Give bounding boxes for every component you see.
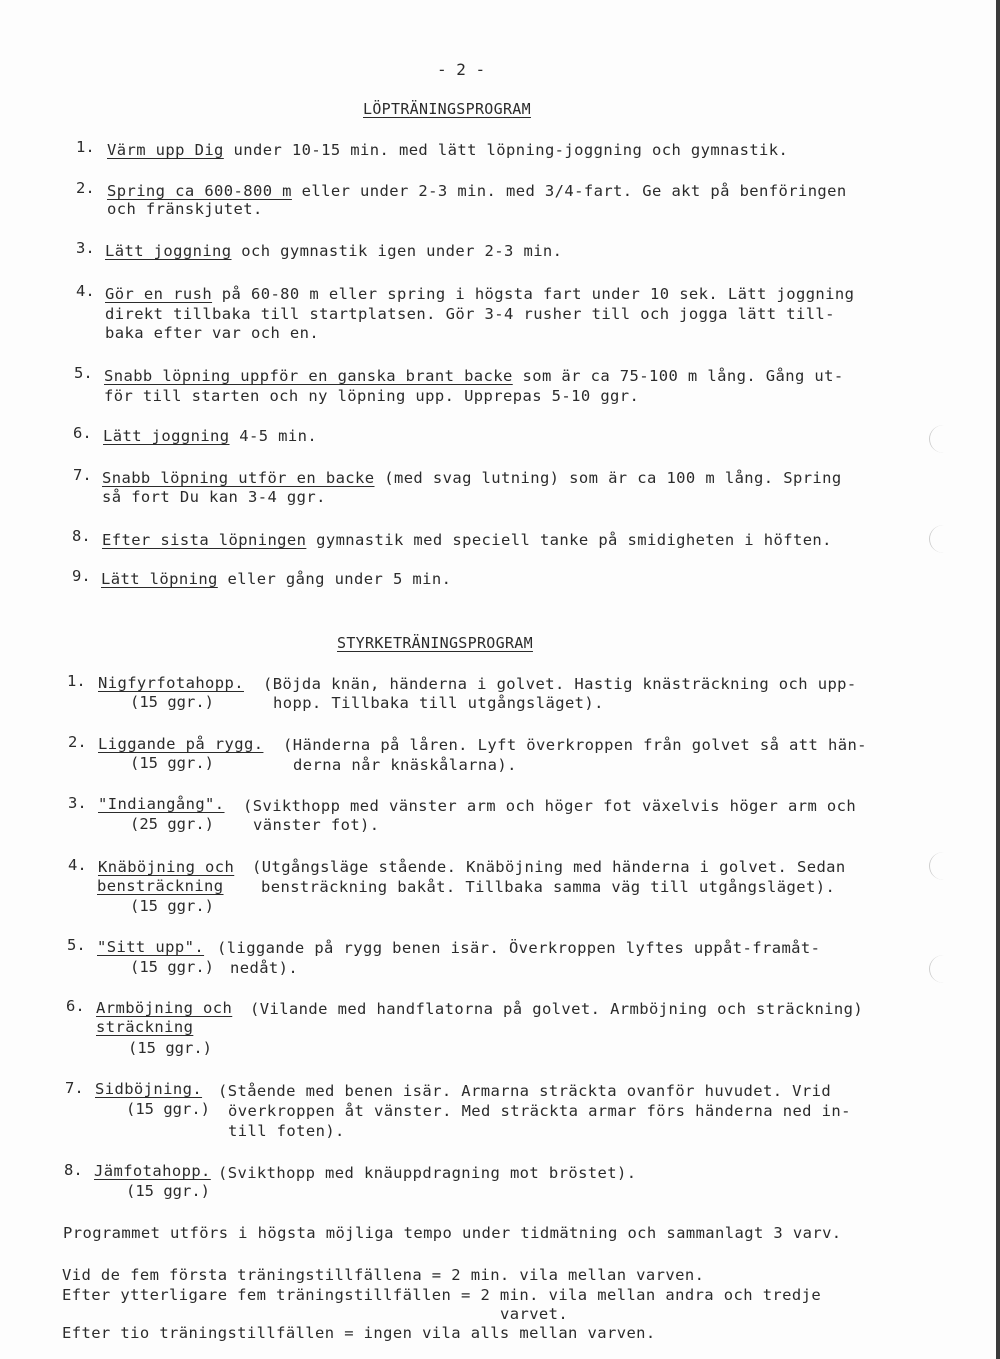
running-item-4-line: direkt tillbaka till startplatsen. Gör 3-4 rusher till och jogga lätt till-	[105, 305, 835, 323]
item-number: 8.	[64, 1161, 83, 1179]
item-number: 1.	[67, 672, 86, 690]
reps-label: (15 ggr.)	[130, 693, 214, 711]
punch-hole	[929, 525, 958, 553]
item-number: 8.	[72, 527, 91, 545]
strength-item-6-title: sträckning	[96, 1018, 194, 1036]
item-number: 6.	[73, 424, 92, 442]
strength-item-4-title: bensträckning	[97, 877, 224, 895]
item-number: 6.	[66, 997, 85, 1015]
reps-label: (15 ggr.)	[130, 897, 214, 915]
footer-note: Vid de fem första träningstillfällena = 2 min. vila mellan varven.	[62, 1266, 705, 1284]
page-edge	[996, 0, 1000, 1359]
item-number: 4.	[68, 856, 87, 874]
running-item-2: Spring ca 600-800 m eller under 2-3 min. med 3/4-fart. Ge akt på benföringen	[107, 182, 847, 200]
strength-item-5-text: (liggande på rygg benen isär. Överkroppen lyftes uppåt-framåt-	[217, 939, 821, 957]
strength-item-1-text: hopp. Tillbaka till utgångsläget).	[273, 694, 604, 712]
running-item-7-line: så fort Du kan 3-4 ggr.	[102, 488, 326, 506]
strength-heading: STYRKETRÄNINGSPROGRAM	[337, 634, 533, 652]
strength-item-8-text: (Svikthopp med knäuppdragning mot bröstet).	[218, 1164, 637, 1182]
running-item-5-line: för till starten och ny löpning upp. Upprepas 5-10 ggr.	[104, 387, 640, 405]
reps-label: (15 ggr.)	[126, 1100, 210, 1118]
item-number: 5.	[67, 936, 86, 954]
strength-item-3-text: vänster fot).	[253, 816, 380, 834]
running-item-6: Lätt joggning 4-5 min.	[103, 427, 318, 445]
running-item-4: Gör en rush på 60-80 m eller spring i högsta fart under 10 sek. Lätt joggning	[105, 285, 855, 303]
item-number: 3.	[68, 794, 87, 812]
page-number: - 2 -	[437, 60, 486, 79]
strength-item-2-text: derna når knäskålarna).	[293, 756, 517, 774]
footer-note: Programmet utförs i högsta möjliga tempo under tidmätning och sammanlagt 3 varv.	[63, 1224, 842, 1242]
footer-note: Efter ytterligare fem träningstillfällen = 2 min. vila mellan andra och tredje	[62, 1286, 822, 1304]
footer-note: varvet.	[500, 1305, 569, 1323]
running-item-9: Lätt löpning eller gång under 5 min.	[101, 570, 452, 588]
strength-item-7-title: Sidböjning.	[95, 1080, 203, 1098]
strength-item-6-text: (Vilande med handflatorna på golvet. Armböjning och sträckning)	[250, 1000, 864, 1018]
running-heading: LÖPTRÄNINGSPROGRAM	[363, 100, 531, 118]
item-number: 4.	[76, 282, 95, 300]
strength-item-4-title: Knäböjning och	[98, 858, 235, 876]
strength-item-2-title: Liggande på rygg.	[98, 735, 264, 753]
running-item-5: Snabb löpning uppför en ganska brant backe som är ca 75-100 m lång. Gång ut-	[104, 367, 844, 385]
reps-label: (15 ggr.)	[130, 958, 214, 976]
item-number: 2.	[68, 733, 87, 751]
strength-item-8-title: Jämfotahopp.	[94, 1162, 211, 1180]
reps-label: (15 ggr.)	[128, 1039, 212, 1057]
strength-item-4-text: bensträckning bakåt. Tillbaka samma väg till utgångsläget).	[261, 878, 836, 896]
item-number: 3.	[76, 239, 95, 257]
punch-hole	[929, 955, 958, 983]
item-number: 9.	[72, 567, 91, 585]
strength-item-5-text: nedåt).	[230, 959, 299, 977]
running-item-8: Efter sista löpningen gymnastik med speciell tanke på smidigheten i höften.	[102, 531, 832, 549]
strength-item-3-text: (Svikthopp med vänster arm och höger fot växelvis höger arm och	[243, 797, 857, 815]
strength-item-2-text: (Händerna på låren. Lyft överkroppen från golvet så att hän-	[283, 736, 867, 754]
running-item-1: Värm upp Dig under 10-15 min. med lätt löpning-joggning och gymnastik.	[107, 141, 789, 159]
item-number: 7.	[65, 1079, 84, 1097]
strength-item-7-text: till foten).	[228, 1122, 345, 1140]
strength-item-5-title: "Sitt upp".	[97, 938, 205, 956]
punch-hole	[929, 425, 958, 453]
item-number: 7.	[73, 466, 92, 484]
running-item-2-line: och fränskjutet.	[107, 200, 263, 218]
strength-item-3-title: "Indiangång".	[98, 795, 225, 813]
running-item-3: Lätt joggning och gymnastik igen under 2-3 min.	[105, 242, 563, 260]
reps-label: (15 ggr.)	[126, 1182, 210, 1200]
running-item-7: Snabb löpning utför en backe (med svag lutning) som är ca 100 m lång. Spring	[102, 469, 842, 487]
punch-hole	[929, 852, 958, 880]
footer-note: Efter tio träningstillfällen = ingen vila alls mellan varven.	[62, 1324, 656, 1342]
item-number: 2.	[76, 179, 95, 197]
strength-item-1-title: Nigfyrfotahopp.	[98, 674, 244, 692]
item-number: 1.	[76, 138, 95, 156]
reps-label: (15 ggr.)	[130, 754, 214, 772]
running-item-4-line: baka efter var och en.	[105, 324, 320, 342]
strength-item-7-text: (Stående med benen isär. Armarna sträckta ovanför huvudet. Vrid	[218, 1082, 832, 1100]
strength-item-7-text: överkroppen åt vänster. Med sträckta armar förs händerna ned in-	[228, 1102, 851, 1120]
item-number: 5.	[74, 364, 93, 382]
strength-item-6-title: Armböjning och	[96, 999, 233, 1017]
strength-item-1-text: (Böjda knän, händerna i golvet. Hastig knästräckning och upp-	[263, 675, 857, 693]
strength-item-4-text: (Utgångsläge stående. Knäböjning med händerna i golvet. Sedan	[252, 858, 846, 876]
reps-label: (25 ggr.)	[130, 815, 214, 833]
